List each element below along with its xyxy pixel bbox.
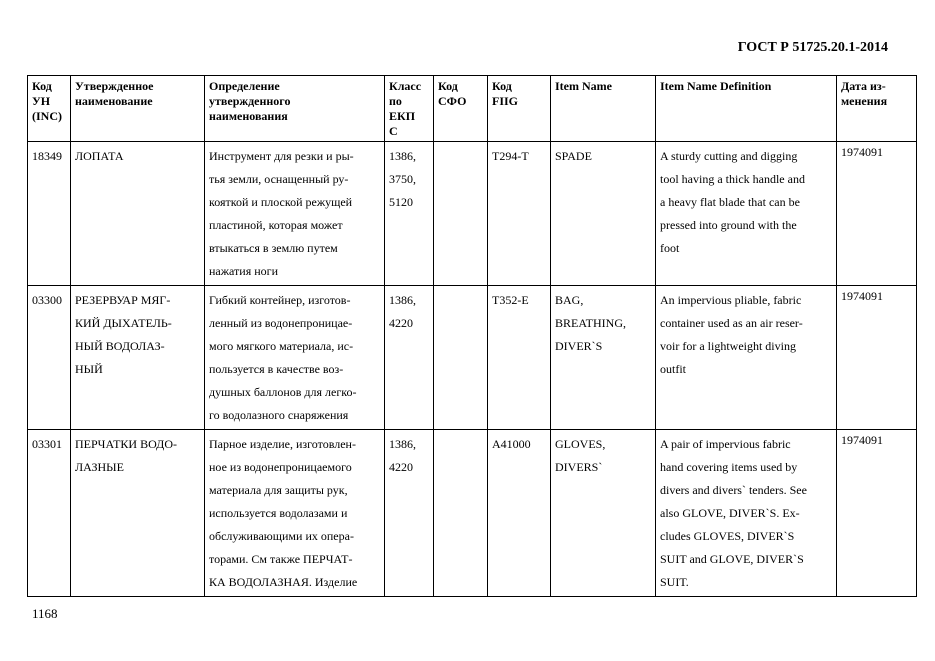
table-row (28, 286, 917, 430)
cell-text-line: НЫЙ ВОДОЛАЗ- (75, 339, 165, 353)
cell-text-line: 4220 (389, 316, 413, 330)
col-item-def-header (656, 76, 837, 142)
cell-text-line: T294-T (492, 149, 529, 163)
cell-text-line: Гибкий контейнер, изготов- (209, 293, 351, 307)
header-text-line: Дата из- (841, 79, 886, 93)
cell-text-line: A pair of impervious fabric (660, 437, 791, 451)
header-text-line: наименование (75, 94, 153, 108)
cell-text-line: SPADE (555, 149, 592, 163)
cell-text-line: мого мягкого материала, ис- (209, 339, 354, 353)
col-date-header (837, 76, 917, 142)
cell-text-line: 1386, (389, 437, 416, 451)
cell-text-line: divers and divers` tenders. See (660, 483, 807, 497)
col-fiig-cell (488, 286, 551, 430)
cell-text-line: hand covering items used by (660, 460, 798, 474)
cell-text-line: foot (660, 241, 680, 255)
header-text-line: (INC) (32, 109, 62, 123)
col-item-def-cell (656, 430, 837, 597)
header-text-line: Item Name (555, 79, 612, 93)
cell-text-line: 1386, (389, 149, 416, 163)
col-class-cell (385, 142, 434, 286)
cell-text-line: BAG, (555, 293, 584, 307)
cell-text-line: пластиной, которая может (209, 218, 343, 232)
col-date-cell (837, 142, 917, 286)
col-sfo-cell (434, 142, 488, 286)
col-inc-cell (28, 142, 71, 286)
header-text-line: Утвержденное (75, 79, 154, 93)
col-sfo-cell (434, 286, 488, 430)
table-body (28, 142, 917, 597)
col-name-cell (71, 142, 205, 286)
cell-text-line: SUIT. (660, 575, 689, 589)
cell-text-line: 03301 (32, 437, 62, 451)
col-definition-cell (205, 286, 385, 430)
cell-text-line: 1974091 (841, 433, 883, 447)
cell-text-line: ное из водонепроницаемого (209, 460, 352, 474)
header-text-line: Код (438, 79, 458, 93)
cell-text-line: душных баллонов для легко- (209, 385, 357, 399)
col-definition-cell (205, 430, 385, 597)
cell-text-line: го водолазного снаряжения (209, 408, 349, 422)
cell-text-line: DIVERS` (555, 460, 603, 474)
cell-text-line: pressed into ground with the (660, 218, 797, 232)
header-text-line: УН (32, 94, 51, 108)
header-text-line: Код (492, 79, 512, 93)
col-sfo-header (434, 76, 488, 142)
table-row (28, 142, 917, 286)
col-name-header (71, 76, 205, 142)
col-item-def-cell (656, 142, 837, 286)
col-sfo-cell (434, 430, 488, 597)
cell-text-line: A sturdy cutting and digging (660, 149, 798, 163)
col-item-name-header (551, 76, 656, 142)
cell-text-line: нажатия ноги (209, 264, 279, 278)
col-name-cell (71, 286, 205, 430)
col-item-name-cell (551, 286, 656, 430)
cell-text-line: материала для защиты рук, (209, 483, 348, 497)
col-item-name-cell (551, 430, 656, 597)
header-text-line: наименования (209, 109, 288, 123)
cell-text-line: A41000 (492, 437, 531, 451)
cell-text-line: РЕЗЕРВУАР МЯГ- (75, 293, 171, 307)
cell-text-line: ЛОПАТА (75, 149, 124, 163)
header-text-line: ЕКП (389, 109, 416, 123)
cell-text-line: ленный из водонепроницае- (209, 316, 353, 330)
cell-text-line: a heavy flat blade that can be (660, 195, 800, 209)
col-name-cell (71, 430, 205, 597)
header-text-line: Определение (209, 79, 280, 93)
header-text-line: менения (841, 94, 888, 108)
cell-text-line: 3750, (389, 172, 416, 186)
table-header-row (28, 76, 917, 142)
cell-text-line: 1974091 (841, 145, 883, 159)
header-text-line: по (389, 94, 402, 108)
cell-text-line: пользуется в качестве воз- (209, 362, 344, 376)
header-text-line: Item Name Definition (660, 79, 772, 93)
col-fiig-cell (488, 430, 551, 597)
cell-text-line: кояткой и плоской режущей (209, 195, 353, 209)
cell-text-line: SUIT and GLOVE, DIVER`S (660, 552, 804, 566)
cell-text-line: cludes GLOVES, DIVER`S (660, 529, 795, 543)
cell-text-line: Инструмент для резки и ры- (209, 149, 354, 163)
document-standard-header: ГОСТ Р 51725.20.1-2014 (737, 40, 888, 55)
cell-text-line: обслуживающими их опера- (209, 529, 354, 543)
col-fiig-cell (488, 142, 551, 286)
cell-text-line: 5120 (389, 195, 413, 209)
header-text-line: С (389, 124, 398, 138)
col-class-header (385, 76, 434, 142)
header-text-line: FIIG (492, 94, 519, 108)
cell-text-line: GLOVES, (555, 437, 606, 451)
cell-text-line: BREATHING, (555, 316, 626, 330)
col-inc-header (28, 76, 71, 142)
header-text-line: СФО (438, 94, 467, 108)
col-class-cell (385, 286, 434, 430)
cell-text-line: DIVER`S (555, 339, 603, 353)
col-inc-cell (28, 286, 71, 430)
cell-text-line: торами. См также ПЕРЧАТ- (209, 552, 353, 566)
col-item-name-cell (551, 142, 656, 286)
catalog-table (27, 75, 917, 597)
cell-text-line: container used as an air reser- (660, 316, 803, 330)
cell-text-line: КА ВОДОЛАЗНАЯ. Изделие (209, 575, 358, 589)
col-inc-cell (28, 430, 71, 597)
col-date-cell (837, 430, 917, 597)
cell-text-line: ПЕРЧАТКИ ВОДО- (75, 437, 177, 451)
cell-text-line: Парное изделие, изготовлен- (209, 437, 356, 451)
cell-text-line: используется водолазами и (209, 506, 348, 520)
cell-text-line: КИЙ ДЫХАТЕЛЬ- (75, 316, 172, 330)
col-definition-cell (205, 142, 385, 286)
col-date-cell (837, 286, 917, 430)
cell-text-line: 1386, (389, 293, 416, 307)
cell-text-line: voir for a lightweight diving (660, 339, 796, 353)
cell-text-line: also GLOVE, DIVER`S. Ex- (660, 506, 800, 520)
cell-text-line: НЫЙ (75, 362, 103, 376)
cell-text-line: T352-E (492, 293, 529, 307)
cell-text-line: 03300 (32, 293, 62, 307)
col-fiig-header (488, 76, 551, 142)
table-row (28, 430, 917, 597)
cell-text-line: 18349 (32, 149, 62, 163)
header-text-line: утвержденного (209, 94, 291, 108)
cell-text-line: An impervious pliable, fabric (660, 293, 802, 307)
col-item-def-cell (656, 286, 837, 430)
page-number: 1168 (32, 606, 58, 621)
cell-text-line: outfit (660, 362, 686, 376)
cell-text-line: 1974091 (841, 289, 883, 303)
col-class-cell (385, 430, 434, 597)
header-text-line: Класс (389, 79, 422, 93)
col-definition-header (205, 76, 385, 142)
cell-text-line: 4220 (389, 460, 413, 474)
cell-text-line: втыкаться в землю путем (209, 241, 338, 255)
cell-text-line: tool having a thick handle and (660, 172, 805, 186)
cell-text-line: тья земли, оснащенный ру- (209, 172, 349, 186)
header-text-line: Код (32, 79, 52, 93)
cell-text-line: ЛАЗНЫЕ (75, 460, 124, 474)
